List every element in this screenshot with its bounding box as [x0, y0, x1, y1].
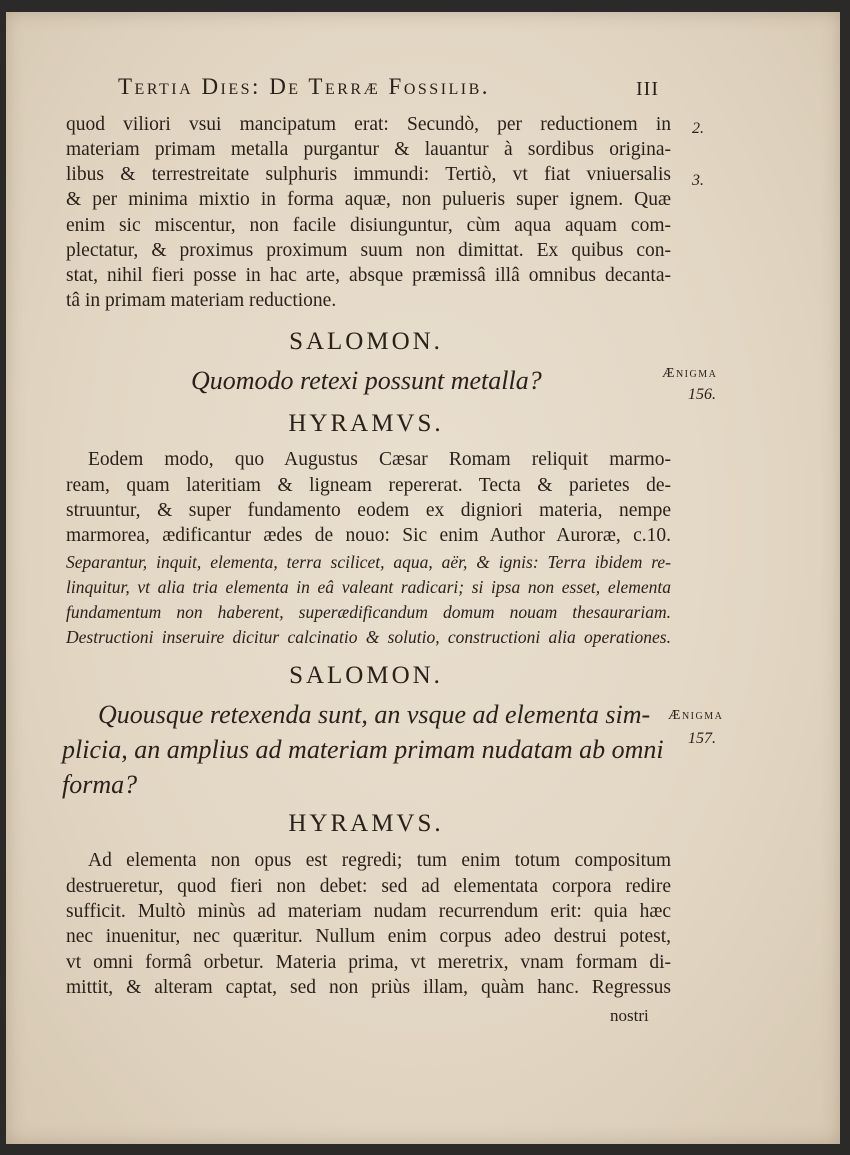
margin-note: 3. — [692, 172, 704, 189]
running-head-title: Tertia Dies: De Terræ Fossilib. — [118, 74, 491, 99]
question-text: forma? — [62, 770, 138, 799]
text-line: ream, quam lateritiam & ligneam repererat. Tecta & parietes de- — [66, 475, 671, 496]
text-line: mittit, & alteram captat, sed non priùs illam, quàm hanc. Regressus — [66, 977, 671, 998]
text-line: destrueretur, quod fieri non debet: sed ad elementata corpora redire — [66, 876, 671, 897]
question-text: Quousque retexenda sunt, an vsque ad elementa sim- — [98, 700, 651, 729]
text-line: & per minima mixtio in forma aquæ, non pulueris super ignem. Quæ — [66, 189, 671, 210]
quoted-text-line: Separantur, inquit, elementa, terra scilicet, aqua, aër, & ignis: Terra ibidem re- — [66, 552, 671, 572]
text-line: Ad elementa non opus est regredi; tum enim totum compositum — [88, 850, 671, 871]
text-line: materiam primam metalla purgantur & lauantur à sordibus origina- — [66, 139, 671, 160]
text-line: nec inuenitur, nec quæritur. Nullum enim corpus adeo destrui potest, — [66, 926, 671, 947]
text-line: stat, nihil fieri posse in hac arte, absque præmissâ illâ omnibus decanta- — [66, 265, 671, 286]
speaker-heading: SALOMON. — [289, 328, 443, 355]
text-line: struuntur, & super fundamento eodem ex digniori materia, nempe — [66, 500, 671, 521]
margin-enigma-number: 157. — [688, 730, 716, 747]
margin-enigma-label: Ænigma — [668, 708, 724, 723]
page-number: III — [636, 78, 659, 100]
margin-enigma-label: Ænigma — [662, 366, 718, 381]
respondent-heading: HYRAMVS. — [288, 410, 444, 437]
text-line: Eodem modo, quo Augustus Cæsar Romam reliquit marmo- — [88, 449, 671, 470]
respondent-heading: HYRAMVS. — [288, 810, 444, 837]
quoted-text-line: fundamentum non haberent, superædificandum domum nouam thesaurariam. — [66, 602, 671, 622]
question-text: plicia, an amplius ad materiam primam nudatam ab omni — [62, 735, 664, 764]
text-line: enim sic miscentur, non facile disiunguntur, cùm aqua aquam com- — [66, 215, 671, 236]
catchword: nostri — [610, 1006, 649, 1025]
text-line: libus & terrestreitate sulphuris immundi: Tertiò, vt fiat vniuersalis — [66, 164, 671, 185]
text-line: sufficit. Multò minùs ad materiam nudam recurrendum erit: quia hæc — [66, 901, 671, 922]
margin-enigma-number: 156. — [688, 386, 716, 403]
quoted-text-line: Destructioni inseruire dicitur calcinatio & solutio, constructioni alia operationes. — [66, 627, 671, 647]
margin-note: 2. — [692, 120, 704, 137]
text-line: vt omni formâ orbetur. Materia prima, vt meretrix, vnam formam di- — [66, 952, 671, 973]
text-line: plectatur, & proximus proximum suum non dimittat. Ex quibus con- — [66, 240, 671, 261]
question-text: Quomodo retexi possunt metalla? — [191, 366, 542, 395]
quoted-text-line: linquitur, vt alia tria elementa in eâ valeant radicari; si ipsa non esset, elementa — [66, 577, 671, 597]
text-line: marmorea, ædificantur ædes de nouo: Sic enim Author Auroræ, c.10. — [66, 525, 671, 546]
speaker-heading: SALOMON. — [289, 662, 443, 689]
text-line: quod viliori vsui mancipatum erat: Secundò, per reductionem in — [66, 114, 671, 135]
text-line: tâ in primam materiam reductione. — [66, 290, 337, 311]
book-page — [6, 12, 840, 1144]
